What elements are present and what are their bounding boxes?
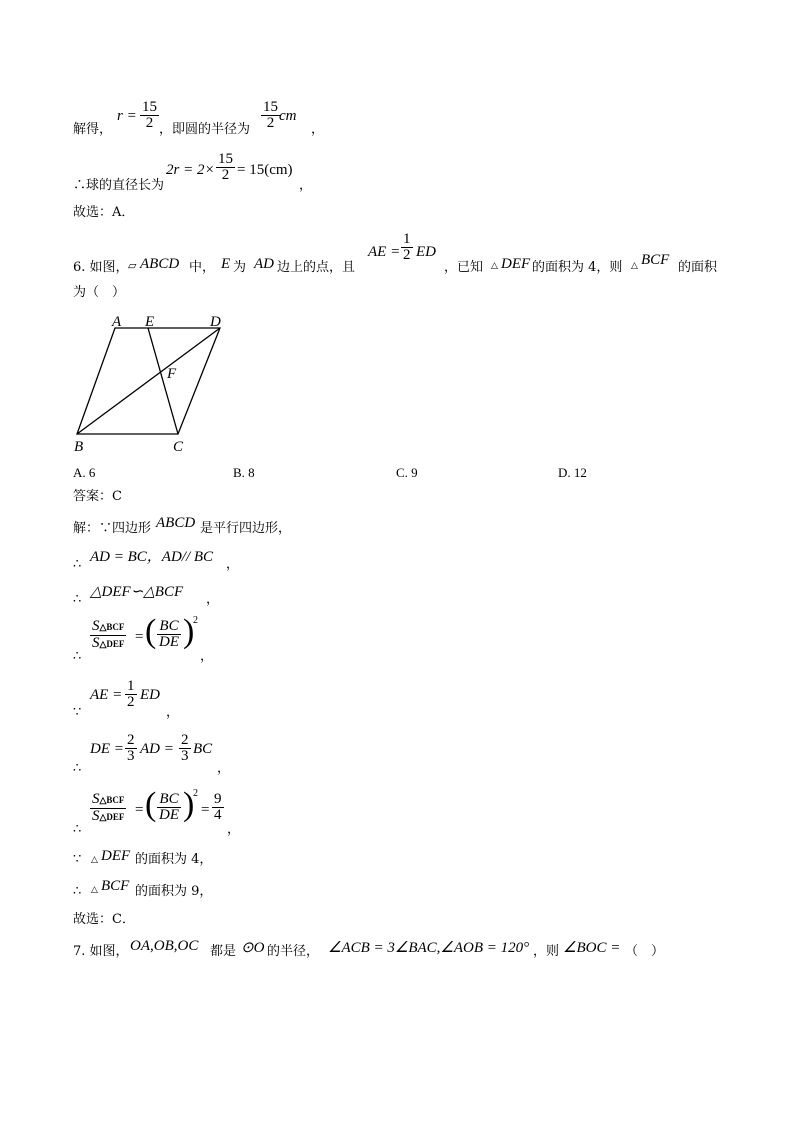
sol-final: 故选：C． [73, 912, 135, 927]
question-6: 6. 如图， ▱ ABCD 中， E 为 AD 边上的点，且 AE = $\frac{1}{2}$ ED ，已知 △ DEF 的面积为 4，则 △ BCF 的面积 [73, 231, 718, 275]
option-c: C. 9 [396, 465, 418, 480]
text-jiede: 解得， [73, 122, 113, 137]
answer: 答案：C [73, 489, 122, 504]
question-7: 7. 如图， OA,OB,OC 都是 ⊙O 的半径， ∠ACB = 3∠BAC,∠AOB = 120° ，则 ∠BOC = （ ） [73, 938, 665, 959]
eq-r: r = [117, 108, 137, 124]
fraction-15-2: $\frac{15}{2}$ [142, 99, 157, 131]
option-a: A. 6 [73, 465, 96, 480]
text-radius: ，即圆的半径为 [159, 122, 251, 137]
unit-cm: cm [279, 108, 297, 124]
comma: ， [311, 122, 325, 137]
eq-diameter: 2r = 2× [166, 162, 215, 178]
option-b: B. 8 [233, 465, 255, 480]
label-e: E [145, 314, 155, 330]
fraction-15-2-c: $\frac{15}{2}$ [218, 151, 233, 183]
label-a: A [112, 314, 122, 330]
comma: ， [299, 178, 313, 193]
eq-diameter-result: = 15(cm) [237, 162, 293, 178]
label-c: C [173, 439, 184, 455]
label-b: B [74, 439, 84, 455]
label-d: D [210, 314, 221, 330]
text-diameter: ∴球的直径长为 [73, 178, 165, 193]
choice-a: 故选：A． [73, 205, 135, 220]
parallelogram-figure [70, 310, 240, 458]
label-f: F [167, 366, 177, 382]
fraction-15-2-b: $\frac{15}{2}$ [263, 99, 278, 131]
option-d: D. 12 [558, 465, 587, 480]
question-6-line2: 为（ ） [73, 285, 126, 300]
